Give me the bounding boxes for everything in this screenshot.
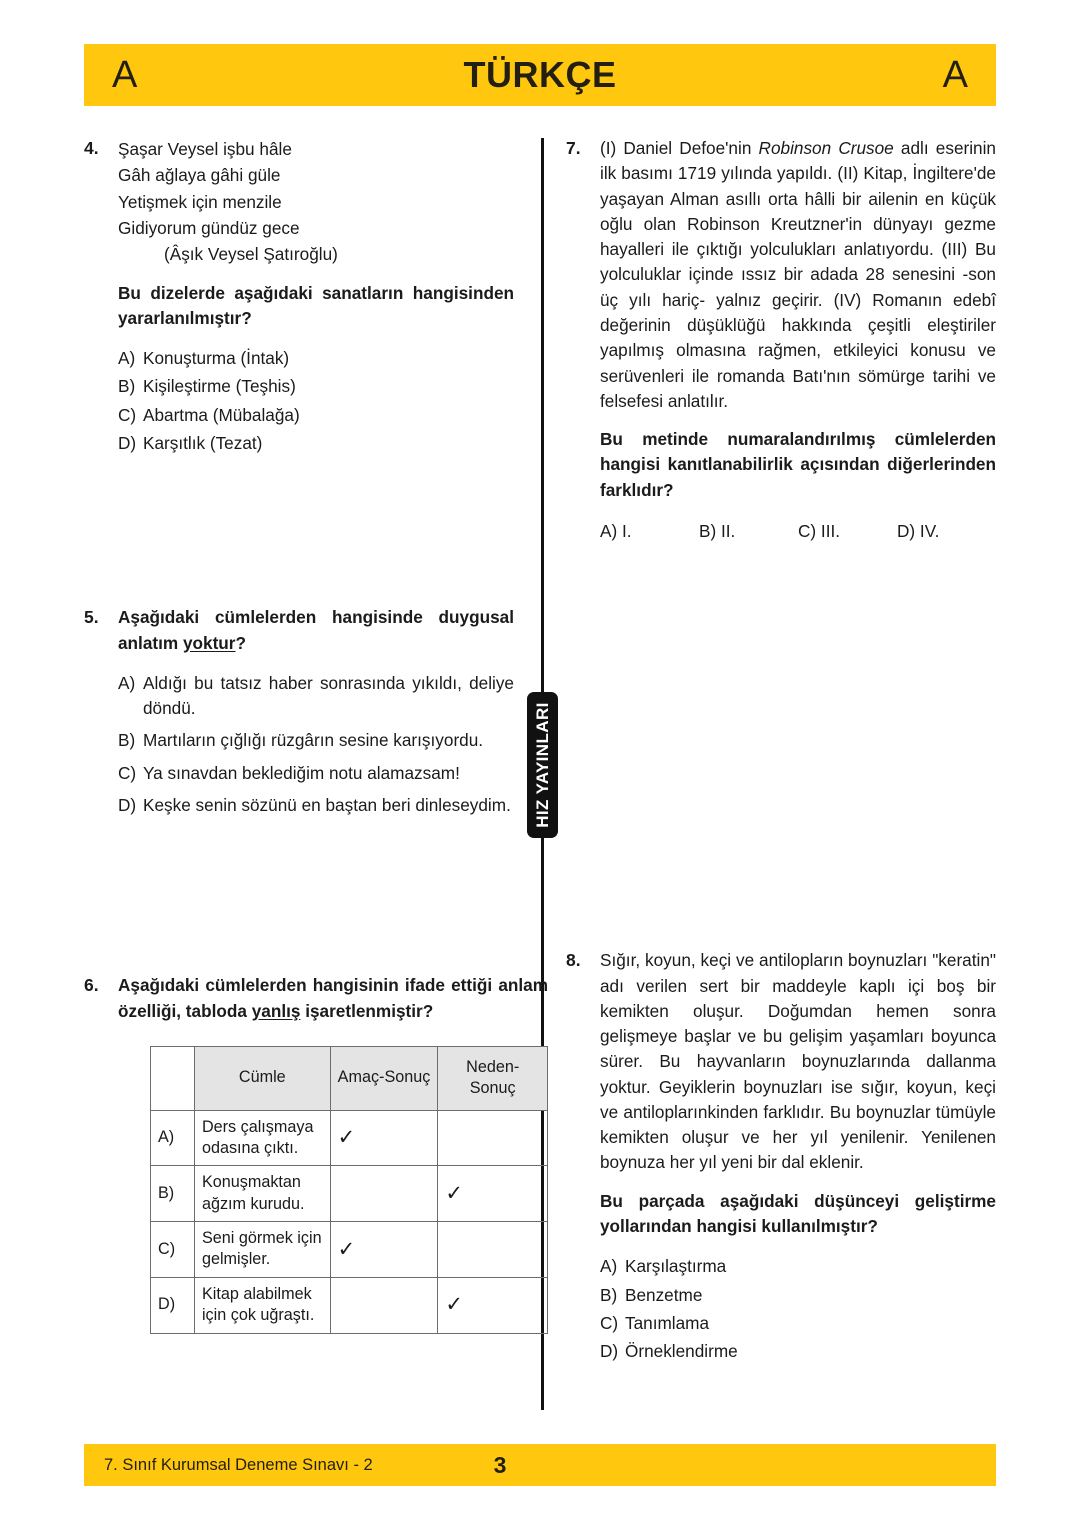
question-4-option-b[interactable]: [118, 374, 514, 399]
row-amac-sonuc-mark: [330, 1277, 438, 1333]
row-neden-sonuc-mark: [438, 1110, 548, 1166]
row-neden-sonuc-mark: ✓: [438, 1166, 548, 1222]
row-neden-sonuc-mark: [438, 1222, 548, 1278]
passage-part-1: (I) Daniel Defoe'nin: [600, 138, 759, 158]
question-6-stem-underlined: yanlış: [251, 1000, 301, 1021]
option-text: Abartma (Mübalağa): [143, 404, 300, 425]
table-corner-cell: [151, 1046, 195, 1110]
row-sentence: Konuşmaktan ağzım kurudu.: [194, 1166, 330, 1222]
page-header-band: [84, 44, 996, 106]
question-8-option-c[interactable]: [600, 1311, 996, 1336]
question-4-stem: Bu dizelerde aşağıdaki sanatların hangisinden yararlanılmıştır?: [118, 282, 514, 328]
option-letter: B): [118, 730, 136, 751]
question-6-stem: [118, 973, 548, 1024]
booklet-letter-left: A: [112, 54, 138, 96]
question-4-poem-line: Şaşar Veysel işbu hâle: [118, 139, 292, 159]
question-5-option-b[interactable]: [118, 728, 514, 753]
publisher-logo-text: HIZ YAYINLARI: [532, 702, 552, 828]
option-letter: C): [798, 520, 817, 541]
passage-book-title: Robinson Crusoe: [758, 138, 894, 158]
booklet-letter-right: A: [942, 54, 968, 96]
option-text: Karşılaştırma: [625, 1256, 727, 1277]
question-4-option-d[interactable]: [118, 431, 514, 456]
option-text: Karşıtlık (Tezat): [143, 432, 263, 453]
row-amac-sonuc-mark: ✓: [330, 1222, 438, 1278]
question-4-poem-line: Gidiyorum gündüz gece: [118, 217, 300, 238]
question-5-option-a[interactable]: [118, 671, 514, 722]
option-letter: A): [118, 672, 136, 693]
table-header-cumle: Cümle: [194, 1046, 330, 1110]
option-text: Konuşturma (İntak): [143, 348, 290, 369]
question-5-option-d[interactable]: [118, 793, 514, 818]
question-4-number: 4.: [84, 138, 99, 158]
question-8-number: 8.: [566, 950, 581, 971]
row-neden-sonuc-mark: ✓: [438, 1277, 548, 1333]
question-7-option-d[interactable]: [897, 519, 996, 544]
question-6-stem-pre: Aşağıdaki cümlelerden hangisinin ifade ettiği anlam özelliği, tabloda: [118, 975, 548, 1021]
passage-part-2: adlı eserinin ilk basımı 1719 yılında yapıldı. (II) Kitap, İngiltere'de yaşayan Alman asıllı orta hâlli bir ailenin en küçük oğlu olan Robinson Kreutzner'in dünyayı gezme hayalleri ile çıktığı yolculukları anlatıyordu. (III) Bu yolculuklar içinde ıssız bir adada 28 senesini -son üç yılı hariç- yalnız geçirir. (IV) Romanın edebî değerinin düşüklüğü hakkında çeşitli eleştiriler yapılmış olmasına rağmen, etkileyici konusu ve serüvenleri ile romanda Batı'nın sömürge tarihi ve felsefesi anlatılır.: [600, 138, 996, 411]
option-letter: D): [118, 432, 137, 453]
question-4-option-a[interactable]: [118, 346, 514, 371]
question-7-options: [600, 519, 996, 544]
question-8-passage: Sığır, koyun, keçi ve antilopların boynuzları "keratin" adı verilen sert bir maddeyle kaplı içi boş bir kemikten oluşur. Doğumdan hemen sonra gelişmeye başlar ve bu gelişim yaşamları boyunca sürer. Bu hayvanların boynuzlarında dallanma yoktur. Geyiklerin boynuzları ise sığır, koyun, keçi ve antiloplarınkinden farklıdır. Bu boynuzlar tümüyle kemikten oluşur ve her yıl yenilenir. Yenilenen boynuza her yıl yeni bir dal eklenir.: [600, 950, 996, 1173]
option-letter: A): [600, 520, 618, 541]
question-7-number: 7.: [566, 138, 581, 158]
exam-name: 7. Sınıf Kurumsal Deneme Sınavı - 2: [104, 1455, 373, 1474]
question-4: [84, 136, 514, 459]
question-4-poem-line: Yetişmek için menzile: [118, 191, 282, 212]
question-8-option-a[interactable]: [600, 1254, 996, 1279]
option-letter: D): [600, 1341, 619, 1362]
row-letter: C): [151, 1222, 195, 1278]
question-8-option-d[interactable]: [600, 1339, 996, 1364]
option-text: II.: [720, 520, 736, 541]
option-letter: D): [118, 794, 137, 815]
question-4-poem-line: Gâh ağlaya gâhi güle: [118, 165, 281, 186]
question-6-table-wrapper: [150, 1046, 548, 1334]
question-8-options: [600, 1254, 996, 1364]
right-column: [566, 136, 996, 1367]
page-title: TÜRKÇE: [463, 54, 617, 95]
option-letter: A): [600, 1256, 618, 1277]
question-5: [84, 605, 514, 821]
question-7-option-a[interactable]: [600, 519, 699, 544]
page-number: 3: [493, 1451, 507, 1478]
publisher-logo: [527, 692, 558, 838]
page-footer-band: [84, 1444, 996, 1486]
row-letter: D): [151, 1277, 195, 1333]
option-text: III.: [820, 520, 841, 541]
option-text: Martıların çığlığı rüzgârın sesine karışıyordu.: [143, 730, 484, 751]
option-letter: C): [118, 404, 137, 425]
question-5-options: [118, 671, 514, 818]
question-6-number: 6.: [84, 975, 99, 996]
row-sentence: Seni görmek için gelmişler.: [194, 1222, 330, 1278]
question-8-stem: Bu parçada aşağıdaki düşünceyi geliştirme yollarından hangisi kullanılmıştır?: [600, 1190, 996, 1237]
question-5-option-c[interactable]: [118, 761, 514, 786]
row-amac-sonuc-mark: [330, 1166, 438, 1222]
option-text: Aldığı bu tatsız haber sonrasında yıkıldı, deliye döndü.: [143, 672, 514, 719]
question-4-poem-attribution: (Âşık Veysel Şatıroğlu): [164, 244, 338, 265]
question-4-options: [118, 346, 514, 456]
row-letter: A): [151, 1110, 195, 1166]
option-letter: C): [600, 1312, 619, 1333]
question-7-stem: Bu metinde numaralandırılmış cümlelerden hangisi kanıtlanabilirlik açısından diğerlerinden farklıdır?: [600, 429, 996, 500]
table-header-row: [151, 1046, 548, 1110]
table-row[interactable]: [151, 1110, 548, 1166]
table-header-neden-sonuc: Neden-Sonuç: [438, 1046, 548, 1110]
table-row[interactable]: [151, 1166, 548, 1222]
option-letter: C): [118, 762, 137, 783]
table-row[interactable]: [151, 1222, 548, 1278]
option-text: I.: [621, 520, 632, 541]
question-8-option-b[interactable]: [600, 1283, 996, 1308]
question-5-stem: [118, 605, 514, 656]
question-8: [566, 948, 996, 1367]
row-amac-sonuc-mark: ✓: [330, 1110, 438, 1166]
option-letter: B): [699, 520, 717, 541]
option-letter: B): [118, 376, 136, 397]
question-5-number: 5.: [84, 607, 99, 628]
row-letter: B): [151, 1166, 195, 1222]
option-text: Tanımlama: [625, 1312, 710, 1333]
option-text: Kişileştirme (Teşhis): [143, 376, 296, 397]
question-5-stem-post: ?: [235, 632, 246, 653]
question-7-option-c[interactable]: [798, 519, 897, 544]
option-text: Keşke senin sözünü en baştan beri dinleseydim.: [143, 794, 511, 815]
option-text: Ya sınavdan beklediğim notu alamazsam!: [143, 762, 460, 783]
option-letter: D): [897, 520, 916, 541]
question-7-passage: [600, 136, 996, 414]
option-text: Benzetme: [625, 1284, 703, 1305]
option-letter: B): [600, 1284, 618, 1305]
question-5-stem-underlined: yoktur: [182, 632, 236, 653]
question-5-stem-pre: Aşağıdaki cümlelerden hangisinde duygusal anlatım: [118, 607, 514, 653]
question-6-table: [150, 1046, 548, 1334]
option-text: Örneklendirme: [625, 1341, 738, 1362]
question-7-option-b[interactable]: [699, 519, 798, 544]
option-letter: A): [118, 348, 136, 369]
question-6-stem-post: işaretlenmiştir?: [300, 1000, 434, 1021]
row-sentence: Kitap alabilmek için çok uğraştı.: [194, 1277, 330, 1333]
question-6: [84, 973, 548, 1333]
table-row[interactable]: [151, 1277, 548, 1333]
option-text: IV.: [919, 520, 940, 541]
row-sentence: Ders çalışmaya odasına çıktı.: [194, 1110, 330, 1166]
table-header-amac-sonuc: Amaç-Sonuç: [330, 1046, 438, 1110]
question-7: [566, 136, 996, 544]
question-4-option-c[interactable]: [118, 403, 514, 428]
